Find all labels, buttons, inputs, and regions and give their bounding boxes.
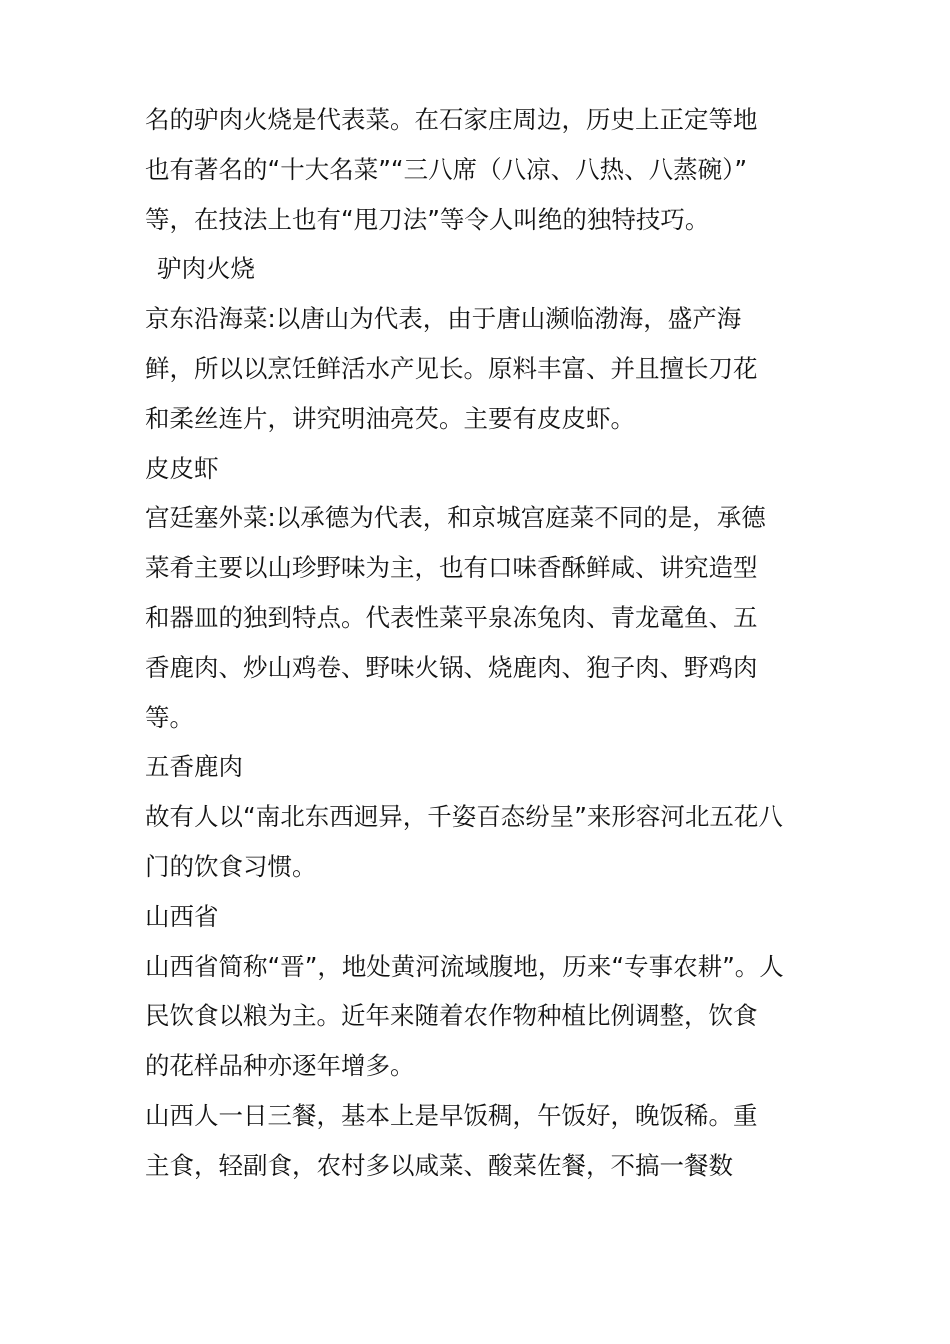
paragraph-line: 等，在技法上也有“甩刀法”等令人叫绝的独特技巧。: [145, 204, 710, 234]
section-heading-shanxi: 山西省: [145, 901, 219, 931]
paragraph-line: 也有著名的“十大名菜”“三八席（八凉、八热、八蒸碗）”: [145, 154, 748, 184]
paragraph-line: 宫廷塞外菜:以承德为代表，和京城宫庭菜不同的是，承德: [145, 503, 766, 533]
paragraph-line: 等。: [145, 702, 194, 732]
paragraph-line: 菜肴主要以山珍野味为主，也有口味香酥鲜咸、讲究造型: [145, 553, 758, 583]
image-caption-donkey-burger: 驴肉火烧: [157, 254, 255, 284]
paragraph-line: 的花样品种亦逐年增多。: [145, 1051, 415, 1081]
paragraph-line: 名的驴肉火烧是代表菜。在石家庄周边，历史上正定等地: [145, 105, 758, 134]
paragraph-line: 主食，轻副食，农村多以咸菜、酸菜佐餐，不搞一餐数: [145, 1150, 733, 1180]
paragraph-line: 和器皿的独到特点。代表性菜平泉冻兔肉、青龙鼋鱼、五: [145, 602, 758, 632]
paragraph-line: 民饮食以粮为主。近年来随着农作物种植比例调整，饮食: [145, 1001, 758, 1031]
paragraph-line: 京东沿海菜:以唐山为代表，由于唐山濒临渤海，盛产海: [145, 304, 742, 334]
paragraph-line: 和柔丝连片，讲究明油亮芡。主要有皮皮虾。: [145, 403, 635, 433]
document-body: [145, 95, 815, 1191]
paragraph-line: 香鹿肉、炒山鸡卷、野味火锅、烧鹿肉、狍子肉、野鸡肉: [145, 652, 758, 682]
paragraph-line: 门的饮食习惯。: [145, 851, 317, 881]
paragraph-line: 山西省简称“晋”，地处黄河流域腹地，历来“专事农耕”。人: [145, 951, 784, 981]
image-caption-spiced-venison: 五香鹿肉: [145, 752, 243, 782]
paragraph-line: 鲜，所以以烹饪鲜活水产见长。原料丰富、并且擅长刀花: [145, 353, 758, 383]
image-caption-mantis-shrimp: 皮皮虾: [145, 453, 219, 483]
paragraph-line: 山西人一日三餐，基本上是早饭稠，午饭好，晚饭稀。重: [145, 1100, 758, 1130]
paragraph-line: 故有人以“南北东西迥异，千姿百态纷呈”来形容河北五花八: [145, 802, 783, 832]
